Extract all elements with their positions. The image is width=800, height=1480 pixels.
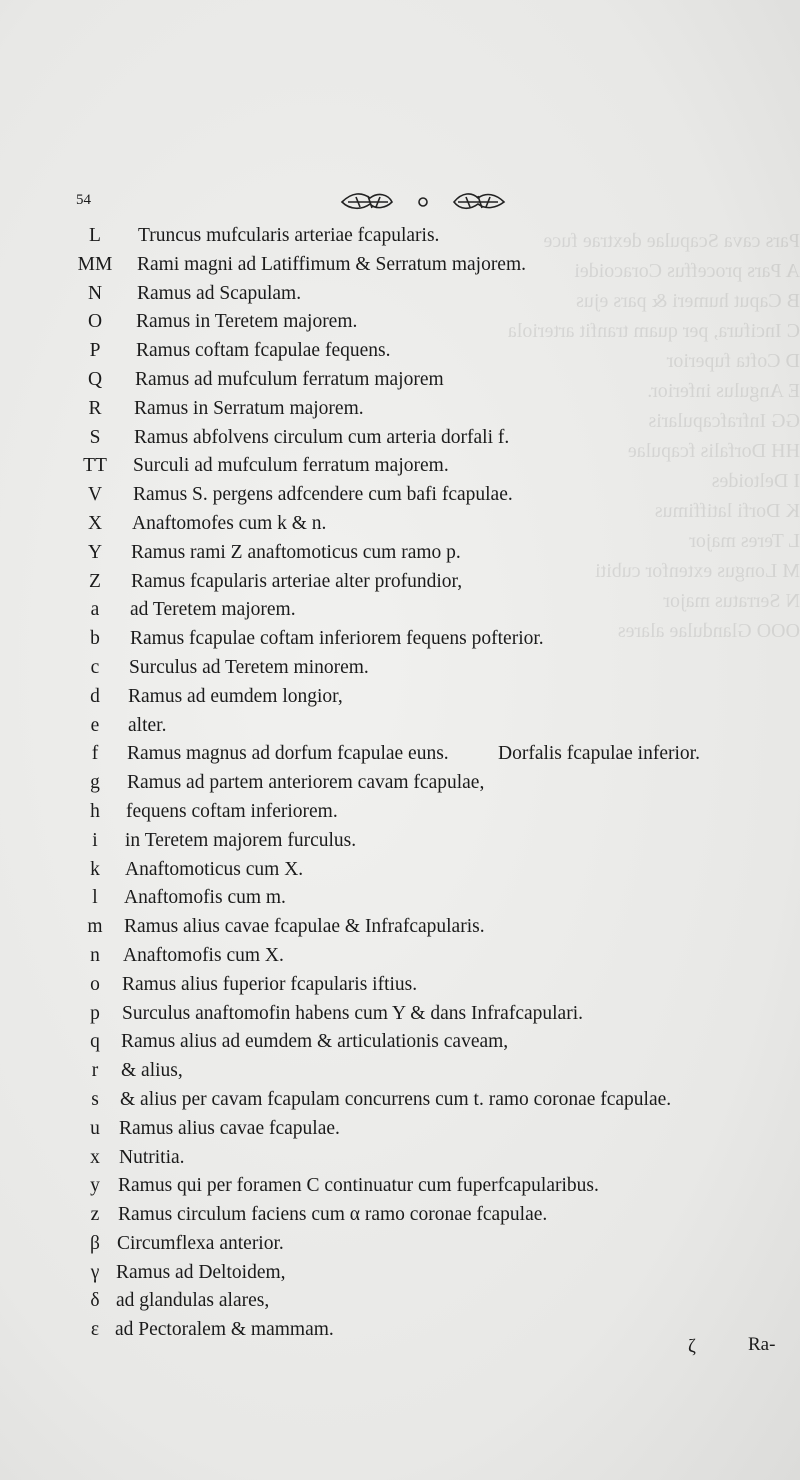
entry-key: N — [87, 282, 103, 304]
entry-gloss: Dorfalis fcapulae inferior. — [498, 743, 700, 765]
entry-key: f — [91, 743, 99, 765]
entry-text: Ramus coftam fcapulae fequens. — [136, 340, 391, 362]
list-item — [0, 222, 800, 251]
list-item — [0, 1287, 800, 1316]
entry-text: fequens coftam inferiorem. — [126, 800, 338, 822]
entry-key: l — [92, 887, 98, 909]
entry-key: p — [90, 1002, 100, 1024]
entry-key: s — [91, 1088, 99, 1110]
list-item — [0, 1115, 800, 1144]
entry-key: u — [90, 1117, 100, 1139]
entry-text: ad Teretem majorem. — [130, 599, 296, 621]
entry-text: Ramus ad Deltoidem, — [116, 1261, 286, 1283]
list-item — [0, 769, 800, 798]
entry-key: S — [89, 426, 101, 448]
list-item — [0, 596, 800, 625]
entry-text: Ramus fcapulae coftam inferiorem fequens pofterior. — [130, 628, 544, 650]
list-item — [0, 740, 800, 769]
list-item — [0, 798, 800, 827]
entry-text: Ramus alius cavae fcapulae. — [119, 1117, 340, 1139]
entry-text: alter. — [128, 714, 167, 736]
entry-text: Anaftomofis cum X. — [123, 944, 284, 966]
entry-text: & alius per cavam fcapulam concurrens cum t. ramo coronae fcapulae. — [120, 1088, 672, 1110]
entry-text: Truncus mufcularis arteriae fcapularis. — [138, 225, 440, 246]
entry-text: Ramus in Serratum majorem. — [134, 397, 364, 419]
entry-key: ε — [90, 1319, 100, 1341]
entry-text: Ramus ad mufculum ferratum majorem — [135, 368, 444, 390]
list-item — [0, 827, 800, 856]
entry-key: z — [90, 1204, 100, 1226]
entry-text: Ramus fcapularis arteriae alter profundior, — [131, 570, 463, 592]
entry-text: Nutritia. — [119, 1146, 185, 1168]
entry-key: P — [89, 340, 101, 362]
entry-text: Ramus ad eumdem longior, — [128, 685, 343, 707]
entry-text: Ramus rami Z anaftomoticus cum ramo p. — [131, 541, 461, 563]
entry-key: R — [88, 397, 102, 419]
list-item — [0, 913, 800, 942]
printers-ornament-icon — [338, 188, 508, 214]
list-item — [0, 1172, 800, 1201]
list-item — [0, 280, 800, 309]
list-item — [0, 971, 800, 1000]
entry-key: d — [90, 685, 100, 707]
entry-text: in Teretem majorem furculus. — [125, 829, 357, 851]
entry-text: Anaftomoticus cum X. — [125, 858, 304, 880]
entry-text: Ramus S. pergens adfcendere cum bafi fcapulae. — [133, 484, 513, 506]
entry-key: V — [87, 484, 103, 506]
entry-text: Surculi ad mufculum ferratum majorem. — [133, 455, 449, 477]
entry-text: Ramus qui per foramen C continuatur cum fuperfcapularibus. — [118, 1175, 599, 1197]
list-item — [0, 395, 800, 424]
list-item — [0, 1086, 800, 1115]
entry-key: β — [90, 1232, 100, 1254]
list-item — [0, 1028, 800, 1057]
entry-text: Surculus anaftomofin habens cum Y & dans Infrafcapulari. — [122, 1002, 583, 1024]
entry-text: Ramus circulum faciens cum α ramo coronae fcapulae. — [118, 1204, 548, 1226]
list-item — [0, 625, 800, 654]
entry-key: m — [87, 916, 103, 938]
entry-text: Ramus ad Scapulam. — [137, 282, 302, 304]
signature-mark: ζ — [688, 1336, 696, 1357]
page-header — [0, 188, 800, 216]
list-item — [0, 712, 800, 741]
entry-text: Anaftomofis cum m. — [124, 887, 286, 909]
entry-text: Anaftomofes cum k & n. — [132, 512, 327, 534]
entry-key: k — [90, 858, 100, 880]
show-through-text: Pars cava Scapulae dextrae fuce A Pars proceffus Coracoidei B Caput humeri & pars ejus C Incifura, per quam tranfit arteriola D Cofta fuperior E Angulus inferior. GG Infrafcapularis HH Dorfalis fcapulae I Deltoides K Dorfi latiffimus L Teres major M Longus extenfor cubiti N Serratus major OOO Glandulae alares — [507, 230, 800, 642]
list-item — [0, 251, 800, 280]
list-item — [0, 1201, 800, 1230]
entry-key: r — [91, 1060, 99, 1082]
entry-key: a — [90, 599, 100, 621]
list-item — [0, 568, 800, 597]
entry-key: O — [87, 311, 103, 333]
list-item — [0, 1057, 800, 1086]
entry-text: & alius, — [121, 1060, 183, 1082]
list-item — [0, 337, 800, 366]
entry-text: Ramus abfolvens circulum cum arteria dorfali f. — [134, 426, 510, 448]
entry-key: γ — [90, 1261, 100, 1283]
entry-text: ad glandulas alares, — [116, 1290, 270, 1312]
list-item — [0, 1144, 800, 1173]
list-item — [0, 654, 800, 683]
list-item — [0, 308, 800, 337]
list-item — [0, 1259, 800, 1288]
list-item — [0, 1316, 800, 1345]
entry-key: L — [89, 225, 101, 246]
entry-key: δ — [90, 1290, 100, 1312]
entry-text: Surculus ad Teretem minorem. — [129, 656, 369, 678]
entry-key: y — [90, 1175, 100, 1197]
entry-key: c — [90, 656, 100, 678]
entry-key: X — [87, 512, 103, 534]
entry-text: Ramus alius ad eumdem & articulationis caveam, — [121, 1031, 509, 1053]
list-item — [0, 1000, 800, 1029]
list-item — [0, 884, 800, 913]
page-number: 54 — [76, 192, 91, 208]
list-item — [0, 683, 800, 712]
entry-text: ad Pectoralem & mammam. — [115, 1319, 334, 1341]
entry-text: Ramus alius fuperior fcapularis iftius. — [122, 973, 418, 995]
entry-key: n — [90, 944, 100, 966]
list-item — [0, 366, 800, 395]
entry-text: Ramus magnus ad dorfum fcapulae euns. — [127, 743, 449, 765]
entry-key: h — [90, 800, 100, 822]
list-item — [0, 452, 800, 481]
entry-key: g — [90, 772, 100, 794]
entry-text: Ramus ad partem anteriorem cavam fcapulae, — [127, 772, 485, 794]
entry-key: b — [90, 628, 100, 650]
entry-key: q — [90, 1031, 100, 1053]
entry-key: Q — [87, 368, 103, 390]
entry-key: MM — [77, 253, 113, 275]
list-item — [0, 539, 800, 568]
entry-text: Circumflexa anterior. — [117, 1232, 284, 1254]
entry-key: Z — [89, 570, 101, 592]
entry-text: Ramus in Teretem majorem. — [136, 311, 358, 333]
legend-list — [0, 222, 800, 1345]
list-item — [0, 510, 800, 539]
entry-text: Ramus alius cavae fcapulae & Infrafcapularis. — [124, 916, 485, 938]
entry-key: TT — [83, 455, 107, 477]
entry-key: e — [90, 714, 100, 736]
entry-key: x — [90, 1146, 100, 1168]
catchword: Ra- — [748, 1334, 776, 1355]
list-item — [0, 1230, 800, 1259]
list-item — [0, 942, 800, 971]
entry-key: Y — [87, 541, 103, 563]
list-item — [0, 856, 800, 885]
entry-key: i — [92, 829, 98, 851]
entry-key: o — [90, 973, 100, 995]
entry-text: Rami magni ad Latiffimum & Serratum majorem. — [137, 253, 527, 275]
list-item — [0, 481, 800, 510]
list-item — [0, 424, 800, 453]
